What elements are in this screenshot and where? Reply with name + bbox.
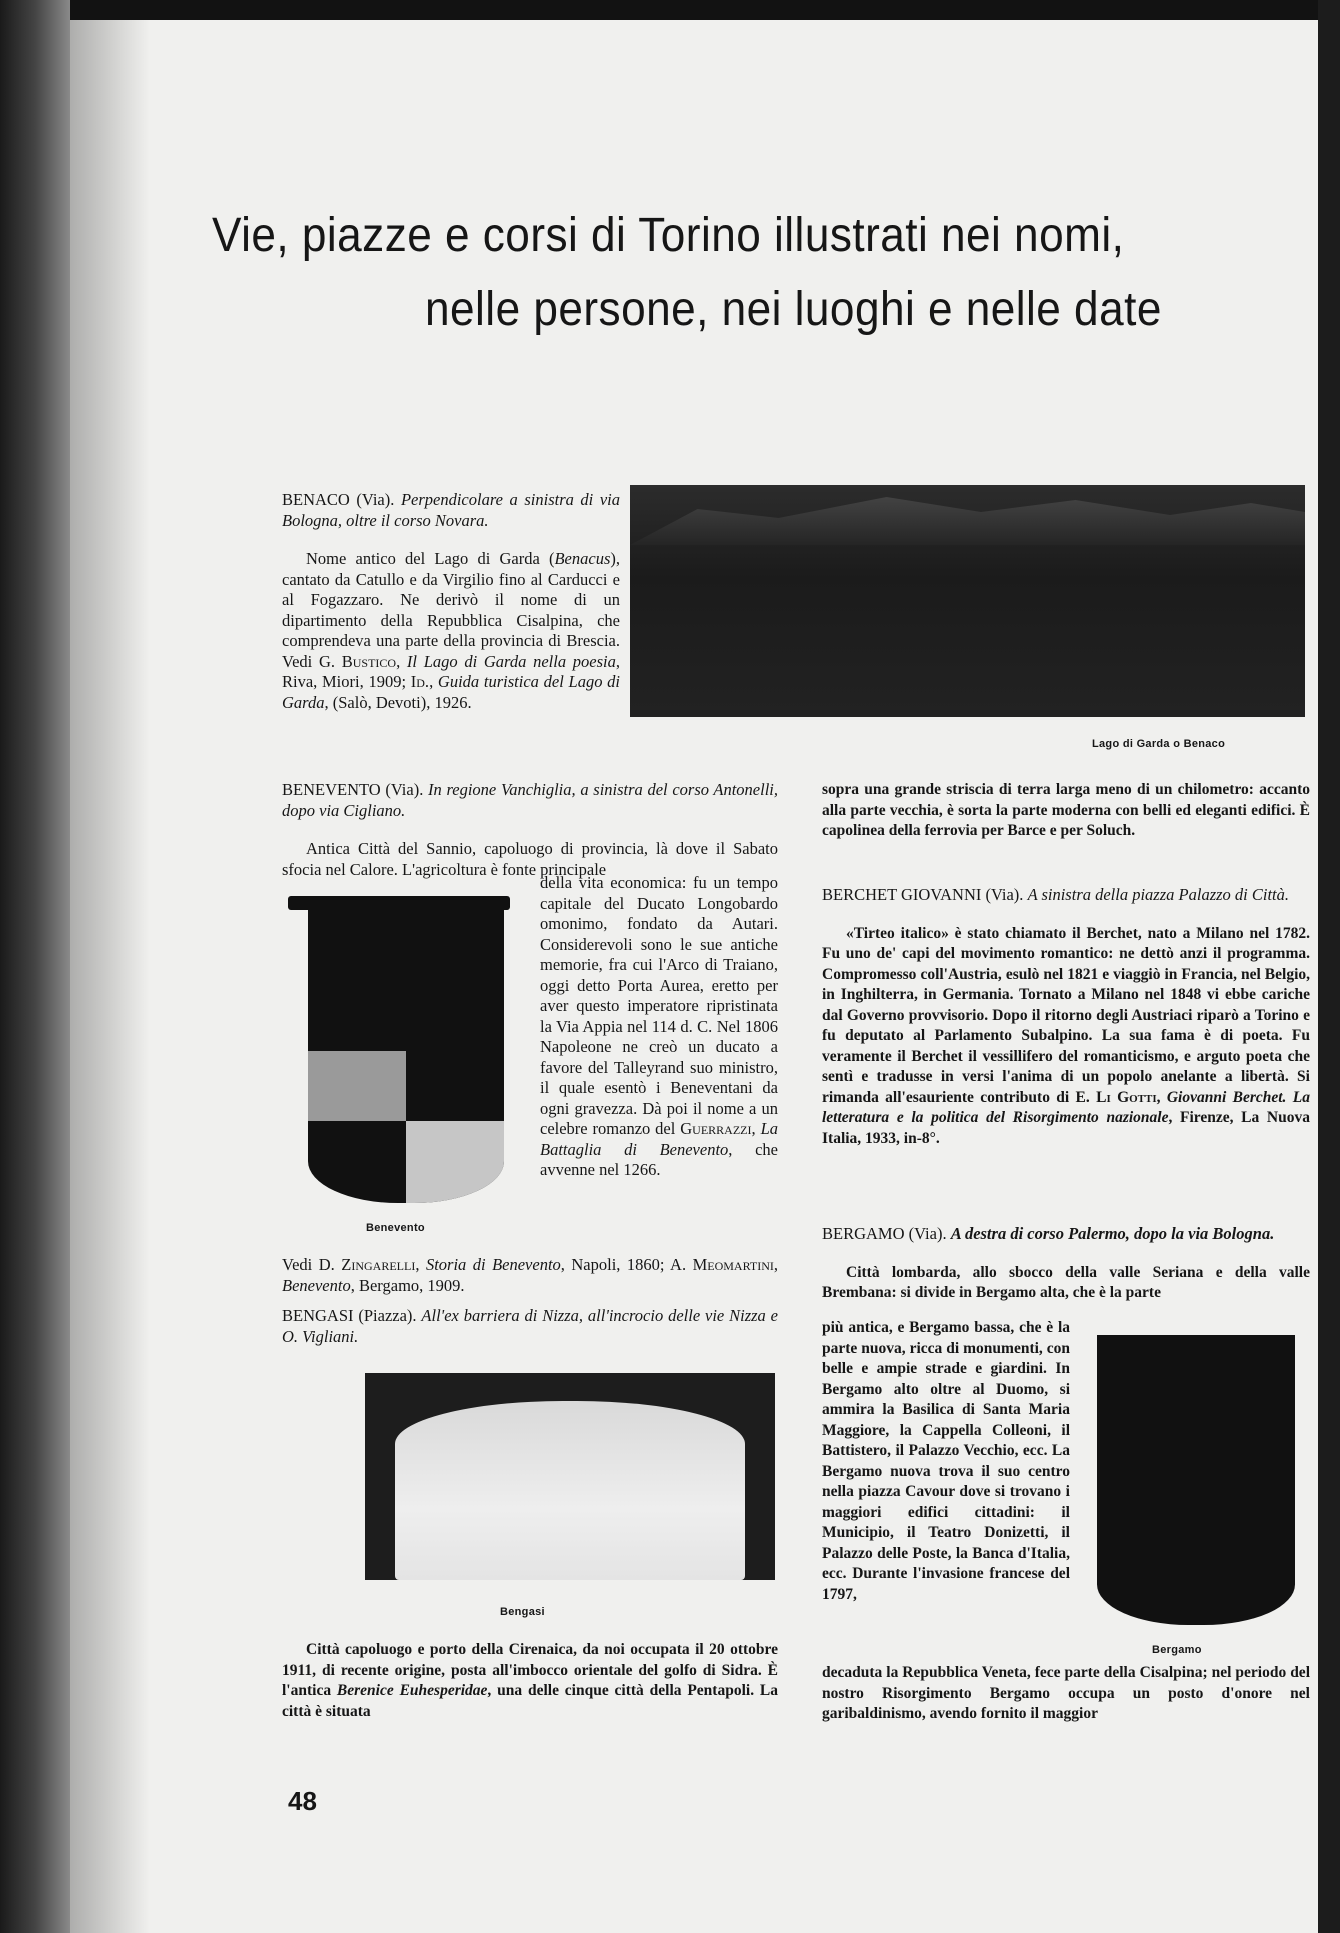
entry-body: Città capoluogo e porto della Cirenaica, da noi occupata il 20 ottobre 1911, di recente origine, posta all'imbocco orientale del golfo di Sidra. È l'antica Berenice Euhesperidae, una delle cinque città della Pentapoli. La città è situata <box>282 1641 779 1720</box>
entry-location: A sinistra della piazza Palazzo di Città. <box>1027 885 1290 904</box>
page-title-line-1: Vie, piazze e corsi di Torino illustrati nei nomi, <box>212 209 1125 262</box>
entry-body: «Tirteo italico» è stato chiamato il Berchet, nato a Milano nel 1782. Fu uno de' capi del movimento romantico: ne dettò anzi il programma. Compromesso coll'Austria, esulò nel 1821 e viaggiò in Francia, nel Belgio, in Inghilterra, in Germania. Tornato a Milano nel 1848 vi ebbe cariche dal Governo provvisorio. Dopo il ritorno degli Austriaci riparò a Torino e fu deputato al Parlamento Subalpino. La sua fama è di poeta. Fu veramente il Berchet il vessillifero del romanticismo, e arguto poeta che sentì e tradusse in versi l'anima di un popolo anelante a libertà. Si rimanda all'esauriente contributo di E. Li Gotti, Giovanni Berchet. La letteratura e la politica del Risorgimento nazionale, Firenze, La Nuova Italia, 1933, in-8°. <box>822 924 1310 1147</box>
entry-heading <box>822 1224 1310 1245</box>
bergamo-coat-of-arms <box>1097 1335 1295 1625</box>
entry-bergamo-wrap <box>822 1318 1070 1605</box>
page-title-line-2: nelle persone, nei luoghi e nelle date <box>425 283 1162 336</box>
bengasi-photo <box>365 1373 775 1580</box>
entry-heading <box>282 780 778 821</box>
entry-name: BENEVENTO (Via). <box>282 780 424 799</box>
entry-name: BENACO (Via). <box>282 490 395 509</box>
page-number: 48 <box>288 1786 317 1816</box>
entry-berchet <box>822 885 1310 1149</box>
caption-bengasi: Bengasi <box>500 1606 545 1618</box>
entry-bergamo <box>822 1224 1310 1304</box>
arch-shape <box>395 1401 745 1580</box>
entry-body-continued: sopra una grande striscia di terra larga meno di un chilometro: accanto alla parte vecchia, è sorta la parte moderna con belli ed eleganti edifici. È capolinea della ferrovia per Barce e per Soluch. <box>822 781 1310 839</box>
entry-name: BENGASI (Piazza). <box>282 1306 417 1325</box>
entry-bengasi-continued <box>822 780 1310 842</box>
mountain-ridge <box>630 485 1305 545</box>
benevento-coat-of-arms <box>308 905 504 1203</box>
entry-name: BERGAMO (Via). <box>822 1224 947 1243</box>
entry-location: All'ex barriera di Nizza, all'incrocio delle vie Nizza e O. Vigliani. <box>282 1306 779 1346</box>
entry-body-lead: Città lombarda, allo sbocco della valle Seriana e della valle Brembana: si divide in Bergamo alta, che è la parte <box>822 1263 1310 1301</box>
entry-body-lead: Antica Città del Sannio, capoluogo di provincia, là dove il Sabato sfocia nel Calore. L'agricoltura è fonte principale <box>282 839 778 879</box>
shield-quarter-light <box>308 1051 406 1121</box>
scan-border-left <box>0 0 70 1933</box>
shield-quarter-light <box>406 1121 504 1203</box>
entry-heading <box>282 1306 778 1347</box>
shield-top-bar <box>288 896 510 910</box>
lake-garda-photo <box>630 485 1305 717</box>
entry-benevento-wrap <box>540 873 778 1181</box>
entry-bengasi-body <box>282 1640 778 1722</box>
entry-body-wrap: della vita economica: fu un tempo capitale del Ducato Longobardo omonimo, fondato da Autari. Considerevoli sono le sue antiche memorie, fra cui l'Arco di Traiano, oggi detto Porta Aurea, eretto per aver questo imperatore ripristinata la Via Appia nel 114 d. C. Nel 1806 Napoleone ne creò un ducato a favore del Talleyrand suo ministro, il quale esentò i Beneventani da ogni gravezza. Dà poi il nome a un celebre romanzo del Guerrazzi, La Battaglia di Benevento, che avvenne nel 1266. <box>540 873 778 1179</box>
entry-heading <box>822 885 1310 906</box>
entry-body: Nome antico del Lago di Garda (Benacus), cantato da Catullo e da Virgilio fino al Carducci e al Fogazzaro. Ne derivò il nome di un dipartimento della Repubblica Cisalpina, che comprendeva una parte della provincia di Brescia. Vedi G. Bustico, Il Lago di Garda nella poesia, Riva, Miori, 1909; Id., Guida turistica del Lago di Garda, (Salò, Devoti), 1926. <box>282 549 620 712</box>
entry-location: Perpendicolare a sinistra di via Bologna, oltre il corso Novara. <box>282 490 620 530</box>
entry-references: Vedi D. Zingarelli, Storia di Benevento, Napoli, 1860; A. Meomartini, Benevento, Bergamo, 1909. <box>282 1255 778 1295</box>
gutter-shadow <box>70 20 150 1933</box>
caption-garda: Lago di Garda o Benaco <box>1092 738 1226 750</box>
entry-bengasi <box>282 1306 778 1347</box>
entry-body-tail: decaduta la Repubblica Veneta, fece parte della Cisalpina; nel periodo del nostro Risorgimento Bergamo occupa un posto d'onore nel garibaldinismo, avendo fornito il maggior <box>822 1664 1310 1722</box>
entry-benaco <box>282 490 620 713</box>
entry-location: In regione Vanchiglia, a sinistra del corso Antonelli, dopo via Cigliano. <box>282 780 778 820</box>
entry-heading <box>282 490 620 531</box>
caption-bergamo: Bergamo <box>1152 1644 1202 1656</box>
entry-bergamo-tail <box>822 1663 1310 1725</box>
entry-body-wrap: più antica, e Bergamo bassa, che è la parte nuova, ricca di monumenti, con belle e ampie strade e giardini. In Bergamo alto oltre al Duomo, si ammira la Basilica di Santa Maria Maggiore, la Cappella Colleoni, il Battistero, il Palazzo Vecchio, ecc. La Bergamo nuova trova il suo centro nella piazza Cavour dove si trovano i maggiori edifici cittadini: il Municipio, il Teatro Donizetti, il Palazzo delle Poste, la Banca d'Italia, ecc. Durante l'invasione francese del 1797, <box>822 1319 1070 1603</box>
entry-benevento <box>282 780 778 880</box>
entry-location: A destra di corso Palermo, dopo la via Bologna. <box>950 1224 1275 1243</box>
entry-name: BERCHET GIOVANNI (Via). <box>822 885 1024 904</box>
caption-benevento: Benevento <box>366 1222 425 1234</box>
entry-benevento-refs <box>282 1255 778 1296</box>
